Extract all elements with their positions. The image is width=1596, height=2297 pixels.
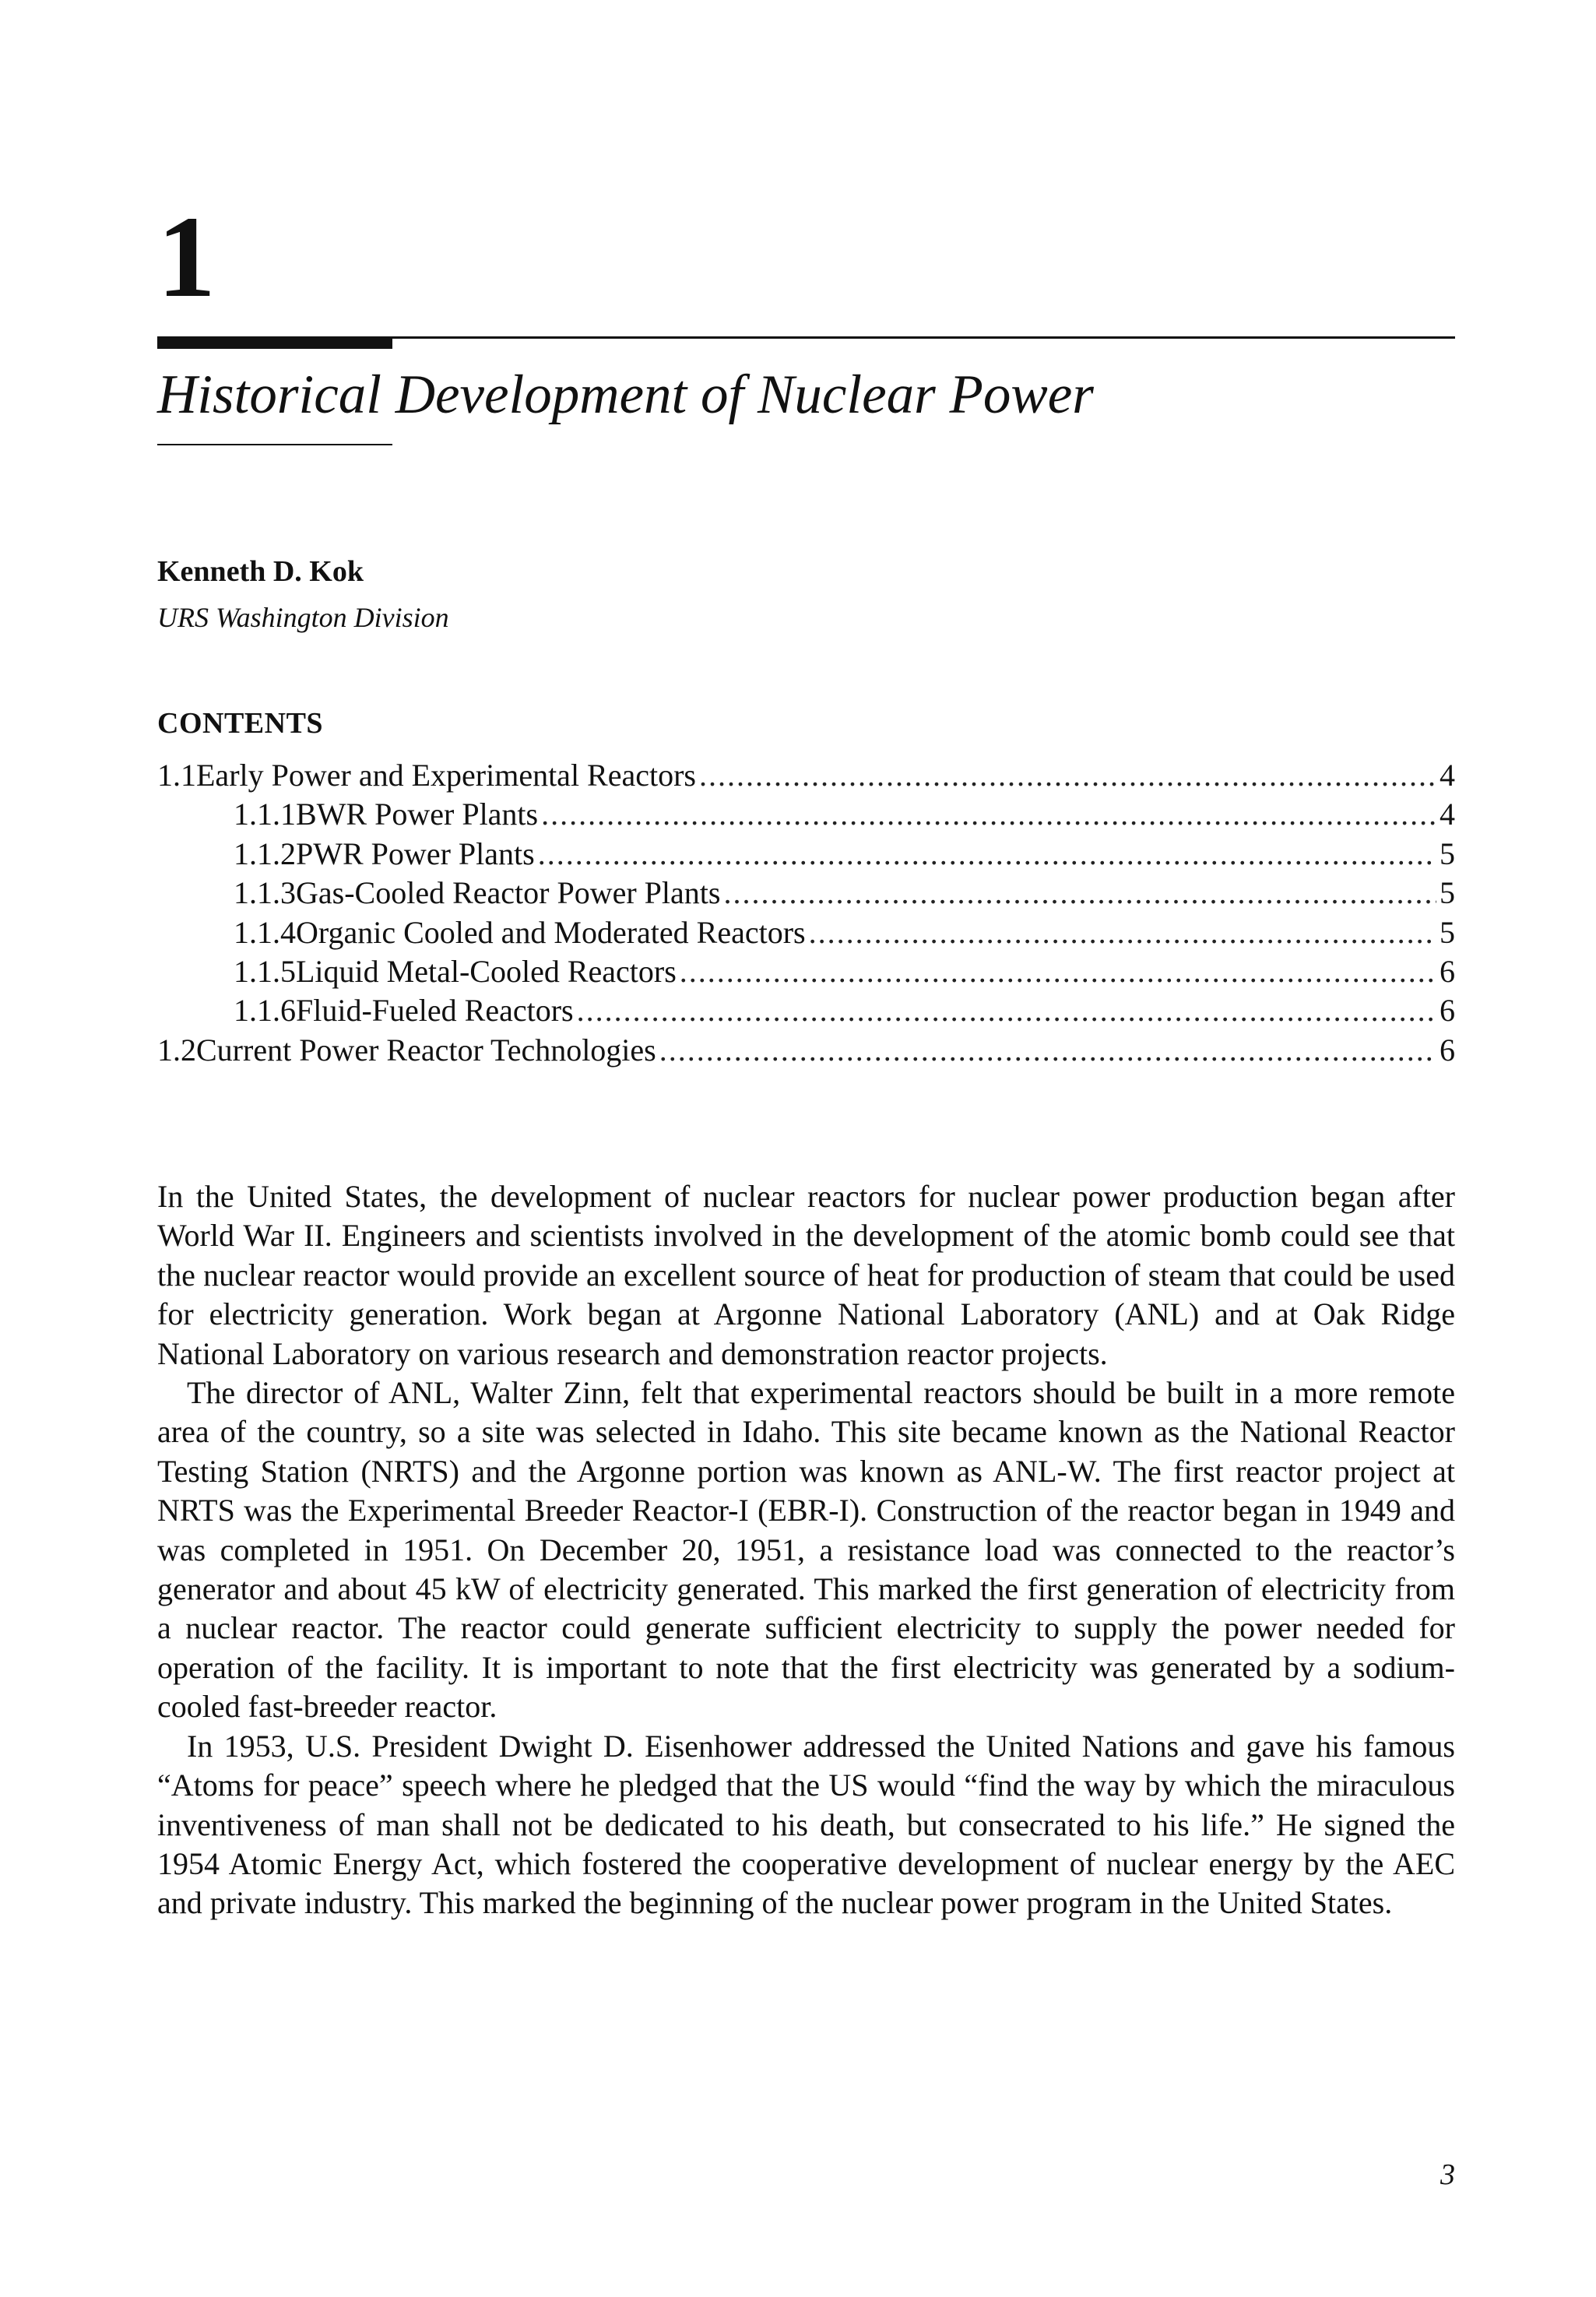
toc-entry-title: BWR Power Plants [296, 797, 539, 832]
toc-entry-page: 5 [1440, 914, 1455, 950]
toc-entry-title: Fluid-Fueled Reactors [296, 993, 574, 1029]
toc-entry-number: 1.1.6 [234, 993, 296, 1029]
body-paragraph: The director of ANL, Walter Zinn, felt that experimental reactors should be built in a more remote area of the country, so a site was selected in Idaho. This site became known as the National Reactor Testing Station (NRTS) and the Argonne portion was known as ANL-W. The first reactor project at NRTS was the Experimental Breeder Reactor-I (EBR-I). Construction of the reactor began in 1949 and was completed in 1951. On December 20, 1951, a resistance load was connected to the reactor’s generator and about 45 kW of electricity generated. This marked the first generation of electricity from a nuclear reactor. The reactor could generate sufficient electricity to supply the power needed for operation of the facility. It is important to note that the first electricity was generated by a sodium-cooled fast-breeder reactor. [157, 1375, 1455, 1725]
chapter-rule-thin [392, 336, 1455, 339]
toc-entry[interactable] [157, 913, 1455, 952]
toc-dot-leader [699, 756, 1436, 795]
chapter-rule-thick [157, 336, 392, 349]
toc-entry-title: Liquid Metal-Cooled Reactors [296, 953, 677, 989]
chapter-number: 1 [157, 192, 216, 322]
toc-entry-title: PWR Power Plants [296, 835, 535, 871]
toc-dot-leader [577, 991, 1436, 1030]
toc-entry-number: 1.2 [157, 1032, 196, 1068]
toc-entry-page: 6 [1440, 1032, 1455, 1068]
body-paragraph: In 1953, U.S. President Dwight D. Eisenhower addressed the United Nations and gave his famous “Atoms for peace” speech where he pledged that the US would “find the way by which the miraculous inventiveness of man shall not be dedicated to his death, but consecrated to his life.” He signed the 1954 Atomic Energy Act, which fostered the cooperative development of nuclear energy by the AEC and private industry. This marked the beginning of the nuclear power program in the United States. [157, 1728, 1455, 1921]
toc-entry[interactable] [157, 795, 1455, 834]
toc-entry-number: 1.1.2 [234, 835, 296, 871]
toc-entry[interactable] [157, 874, 1455, 913]
toc-entry[interactable] [157, 1031, 1455, 1070]
toc-entry-page: 5 [1440, 835, 1455, 871]
body-text [157, 1177, 1455, 1923]
toc-entry-number: 1.1.5 [234, 953, 296, 989]
toc-entry-page: 4 [1440, 797, 1455, 832]
toc-entry[interactable] [157, 756, 1455, 795]
toc-entry[interactable] [157, 952, 1455, 991]
toc-entry-page: 6 [1440, 993, 1455, 1029]
toc-entry-title: Gas-Cooled Reactor Power Plants [296, 875, 721, 911]
toc-dot-leader [659, 1031, 1436, 1070]
toc-entry[interactable] [157, 835, 1455, 874]
toc-entry-number: 1.1 [157, 758, 196, 793]
toc-entry-number: 1.1.1 [234, 797, 296, 832]
author-affiliation: URS Washington Division [157, 602, 449, 633]
toc-entry-page: 5 [1440, 875, 1455, 911]
toc-entry-page: 6 [1440, 953, 1455, 989]
author-name: Kenneth D. Kok [157, 555, 364, 588]
toc-dot-leader [538, 835, 1436, 874]
toc-dot-leader [809, 913, 1436, 952]
body-paragraph: In the United States, the development of nuclear reactors for nuclear power production began after World War II. Engineers and scientists involved in the development of the atomic bomb could see that the nuclear reactor would provide an excellent source of heat for production of steam that could be used for electricity generation. Work began at Argonne National Laboratory (ANL) and at Oak Ridge National Laboratory on various research and demonstration reactor projects. [157, 1179, 1455, 1371]
toc-dot-leader [541, 795, 1436, 834]
toc-entry-title: Current Power Reactor Technologies [196, 1032, 656, 1068]
toc-entry-title: Early Power and Experimental Reactors [196, 758, 696, 793]
table-of-contents [157, 756, 1455, 1070]
toc-entry-page: 4 [1440, 758, 1455, 793]
toc-entry[interactable] [157, 991, 1455, 1030]
toc-dot-leader [723, 874, 1436, 913]
toc-dot-leader [680, 952, 1436, 991]
title-underline [157, 444, 392, 445]
contents-heading: CONTENTS [157, 707, 324, 740]
toc-entry-number: 1.1.3 [234, 875, 296, 911]
page-number: 3 [1440, 2158, 1455, 2191]
toc-entry-title: Organic Cooled and Moderated Reactors [296, 914, 806, 950]
chapter-title: Historical Development of Nuclear Power [157, 364, 1094, 425]
toc-entry-number: 1.1.4 [234, 914, 296, 950]
